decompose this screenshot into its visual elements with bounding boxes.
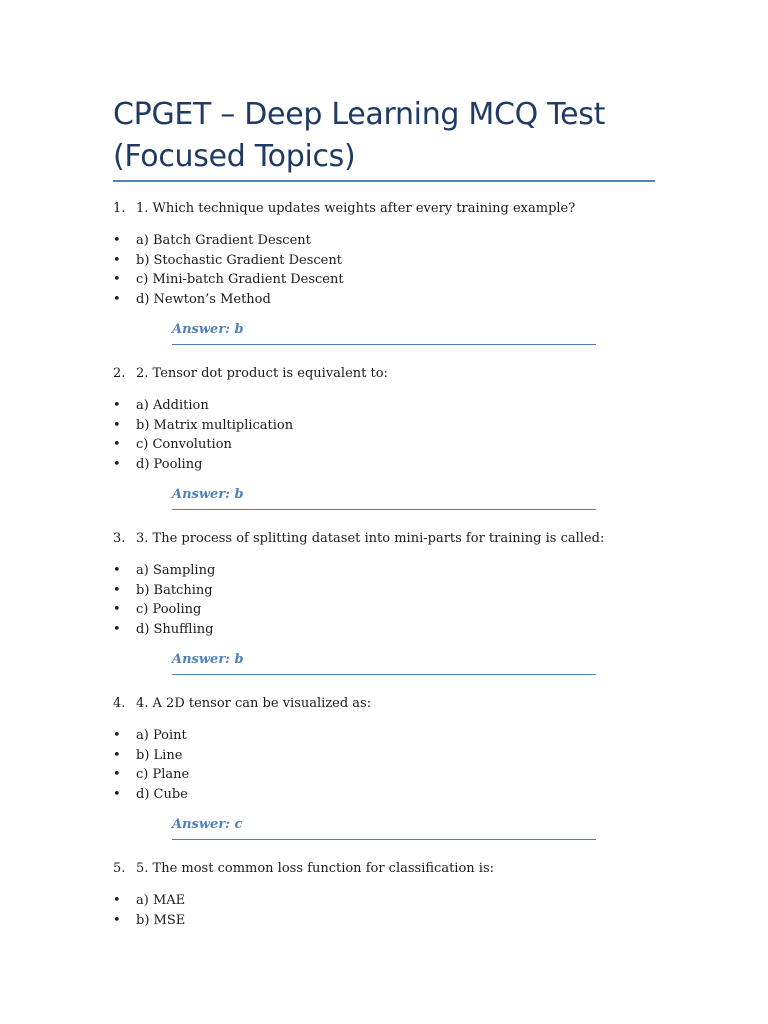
answer-underline [172, 674, 596, 675]
bullet-icon: • [113, 602, 121, 617]
option-text: a) Point [136, 728, 187, 743]
question-number: 2. [113, 366, 126, 381]
answer-label: Answer: c [172, 817, 243, 832]
answer-underline [172, 839, 596, 840]
option-text: d) Cube [136, 786, 188, 802]
question-number: 4. [113, 696, 126, 711]
option-text: b) Matrix multiplication [136, 417, 294, 433]
option-text: d) Newton’s Method [136, 291, 271, 307]
option-text: b) Stochastic Gradient Descent [136, 252, 342, 268]
bullet-icon: • [113, 272, 121, 287]
bullet-icon: • [113, 398, 121, 413]
question-number: 1. [113, 201, 126, 216]
bullet-icon: • [113, 233, 121, 248]
option-text: a) Addition [136, 398, 209, 413]
answer-label: Answer: b [172, 652, 244, 667]
question-item [0, 529, 768, 694]
option-text: b) Batching [136, 582, 213, 598]
bullet-icon: • [113, 291, 121, 307]
bullet-icon: • [113, 621, 121, 637]
option-text: b) MSE [136, 912, 186, 928]
question-list [0, 199, 768, 1024]
option-text: c) Pooling [136, 602, 202, 617]
question-item [0, 364, 768, 529]
option-text: a) Batch Gradient Descent [136, 233, 311, 248]
question-number: 5. [113, 861, 126, 876]
answer-underline [172, 344, 596, 345]
option-text: d) Shuffling [136, 621, 214, 637]
bullet-icon: • [113, 728, 121, 743]
option-text: b) Line [136, 747, 183, 763]
question-number: 3. [113, 531, 126, 546]
answer-label: Answer: b [172, 322, 244, 337]
bullet-icon: • [113, 417, 121, 433]
question-item [0, 859, 768, 1024]
bullet-icon: • [113, 582, 121, 598]
option-text: c) Convolution [136, 437, 232, 452]
bullet-icon: • [113, 767, 121, 782]
bullet-icon: • [113, 893, 121, 908]
bullet-icon: • [113, 747, 121, 763]
question-text: 3. The process of splitting dataset into mini-parts for training is called: [136, 531, 605, 546]
option-text: c) Plane [136, 767, 190, 782]
title-underline [113, 180, 655, 182]
bullet-icon: • [113, 252, 121, 268]
question-text: 4. A 2D tensor can be visualized as: [136, 696, 372, 711]
answer-label: Answer: b [172, 487, 244, 502]
bullet-icon: • [113, 563, 121, 578]
option-text: a) MAE [136, 893, 186, 908]
question-item [0, 199, 768, 364]
option-text: d) Pooling [136, 456, 203, 472]
bullet-icon: • [113, 786, 121, 802]
question-text: 5. The most common loss function for classification is: [136, 861, 494, 876]
option-text: c) Mini-batch Gradient Descent [136, 272, 344, 287]
bullet-icon: • [113, 456, 121, 472]
document-title: CPGET – Deep Learning MCQ Test (Focused Topics) [113, 97, 606, 174]
option-text: a) Sampling [136, 563, 216, 578]
question-item [0, 694, 768, 859]
answer-underline [172, 509, 596, 510]
question-text: 2. Tensor dot product is equivalent to: [136, 366, 388, 381]
bullet-icon: • [113, 437, 121, 452]
bullet-icon: • [113, 912, 121, 928]
question-text: 1. Which technique updates weights after every training example? [136, 201, 576, 216]
